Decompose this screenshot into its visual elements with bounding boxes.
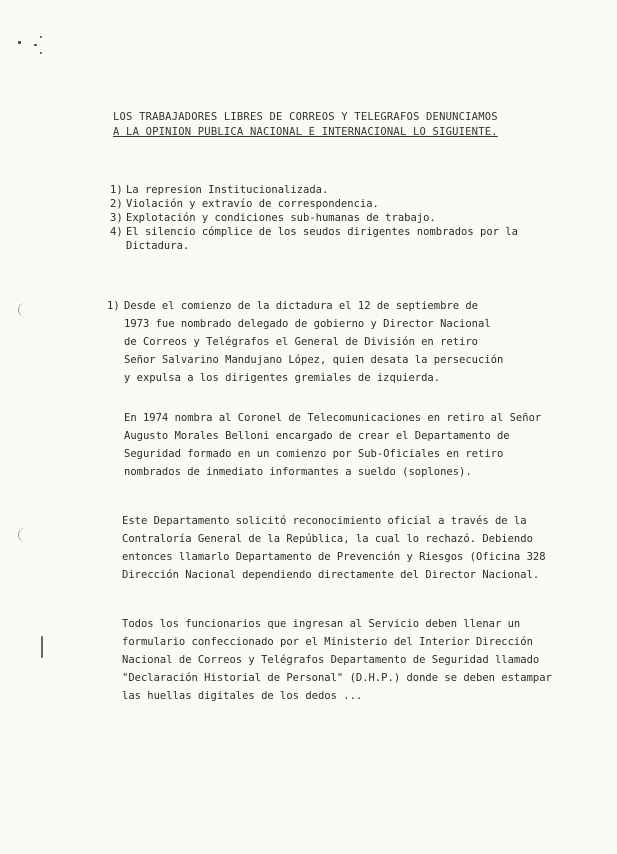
complaint-list [110,183,530,253]
list-item-text: La represion Institucionalizada. [126,184,329,196]
list-item-number: 4) [110,226,123,238]
list-item-text: Explotación y condiciones sub-humanas de trabajo. [126,212,436,224]
list-item [110,183,530,197]
paragraph-number: 1) [107,300,120,312]
ink-speck [40,52,42,54]
ink-speck [18,41,21,44]
paragraph-departamento: Este Departamento solicitó reconocimiento oficial a través de la Contraloría General de la República, la cual lo rechazó. Debiendo entonces llamarlo Departamento de Prevención y Riesgos (Oficina 328 Dirección Nacional dependiendo directamente del Director Nacional. [122,515,546,581]
paragraph-funcionarios: Todos los funcionarios que ingresan al Servicio deben llenar un formulario confeccionado por el Ministerio del Interior Dirección Nacional de Correos y Telégrafos Departamento de Seguridad llamado "Declaración Historial de Personal" (D.H.P.) donde se deben estampar las huellas digitales de los dedos ... [122,618,552,702]
list-item-number: 2) [110,198,123,210]
list-item [110,225,530,253]
list-item [110,211,530,225]
list-item-text: El silencio cómplice de los seudos dirigentes nombrados por la Dictadura. [126,226,518,252]
paragraph-dictadura [107,297,507,387]
paragraph-text: Desde el comienzo de la dictadura el 12 de septiembre de 1973 fue nombrado delegado de gobierno y Director Nacional de Correos y Telégrafos el General de División en retiro Señor Salvarino Mandujano López, quien desata la persecución y expulsa a los dirigentes gremiales de izquierda. [124,300,504,384]
list-item [110,197,530,211]
ink-speck [34,44,37,46]
title-line-2: A LA OPINION PUBLICA NACIONAL E INTERNACIONAL LO SIGUIENTE. [113,126,498,138]
paragraph-1974: En 1974 nombra al Coronel de Telecomunicaciones en retiro al Señor Augusto Morales Belloni encargado de crear el Departamento de Seguridad formado en un comienzo por Sub-Oficiales en retiro nombrados de inmediato informantes a sueldo (soplones). [124,412,542,478]
ink-speck [40,36,42,38]
punch-hole-mark [18,528,33,542]
margin-mark [41,636,43,658]
list-item-number: 1) [110,184,123,196]
punch-hole-mark [18,303,33,317]
list-item-number: 3) [110,212,123,224]
document-title [113,110,533,140]
title-line-1: LOS TRABAJADORES LIBRES DE CORREOS Y TELEGRAFOS DENUNCIAMOS [113,111,498,123]
list-item-text: Violación y extravío de correspondencia. [126,198,379,210]
